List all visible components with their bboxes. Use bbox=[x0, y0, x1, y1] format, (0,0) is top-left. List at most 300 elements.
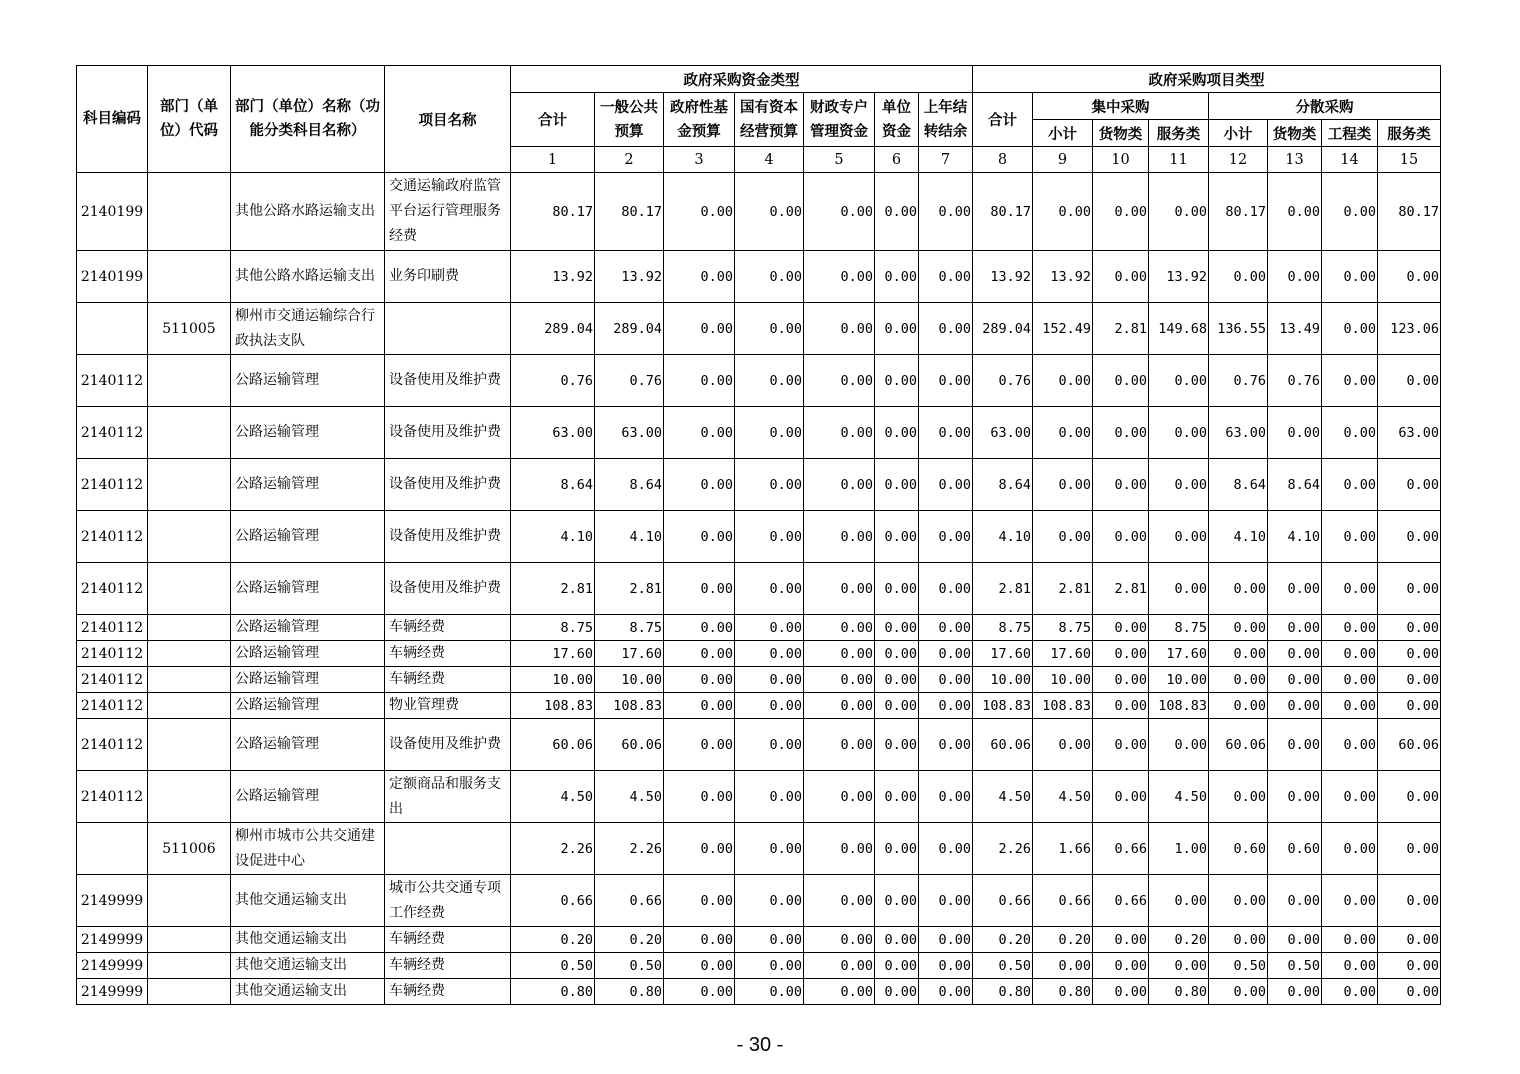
amount-cell: 8.75 bbox=[595, 615, 664, 641]
dept-code-cell bbox=[148, 667, 231, 693]
amount-cell: 123.06 bbox=[1378, 303, 1441, 355]
amount-cell: 0.00 bbox=[1268, 563, 1322, 615]
project-name-cell: 车辆经费 bbox=[385, 979, 511, 1005]
subject-code-cell: 2140112 bbox=[77, 719, 148, 771]
amount-cell: 63.00 bbox=[1378, 407, 1441, 459]
amount-cell: 0.76 bbox=[595, 355, 664, 407]
amount-cell: 0.00 bbox=[919, 953, 973, 979]
amount-cell: 0.00 bbox=[664, 407, 735, 459]
amount-cell: 0.00 bbox=[875, 875, 919, 927]
amount-cell: 0.00 bbox=[664, 615, 735, 641]
amount-cell: 0.00 bbox=[735, 407, 804, 459]
amount-cell: 0.00 bbox=[1322, 303, 1378, 355]
amount-cell: 80.17 bbox=[511, 173, 595, 251]
amount-cell: 0.00 bbox=[664, 563, 735, 615]
amount-cell: 8.64 bbox=[511, 459, 595, 511]
amount-cell: 0.00 bbox=[1268, 719, 1322, 771]
amount-cell: 0.00 bbox=[664, 927, 735, 953]
dept-code-cell bbox=[148, 719, 231, 771]
amount-cell: 0.00 bbox=[664, 511, 735, 563]
amount-cell: 0.00 bbox=[1268, 641, 1322, 667]
amount-cell: 0.00 bbox=[804, 303, 875, 355]
amount-cell: 0.20 bbox=[1033, 927, 1093, 953]
amount-cell: 0.80 bbox=[1149, 979, 1209, 1005]
amount-cell: 0.00 bbox=[735, 615, 804, 641]
amount-cell: 0.00 bbox=[1093, 771, 1149, 823]
amount-cell: 108.83 bbox=[973, 693, 1033, 719]
dept-name-cell: 其他交通运输支出 bbox=[231, 979, 385, 1005]
amount-cell: 0.00 bbox=[735, 875, 804, 927]
amount-cell: 0.00 bbox=[804, 823, 875, 875]
amount-cell: 289.04 bbox=[973, 303, 1033, 355]
subject-code-cell: 2140112 bbox=[77, 615, 148, 641]
amount-cell: 0.00 bbox=[919, 979, 973, 1005]
amount-cell: 0.00 bbox=[664, 875, 735, 927]
amount-cell: 4.10 bbox=[1268, 511, 1322, 563]
amount-cell: 0.00 bbox=[664, 771, 735, 823]
amount-cell: 0.00 bbox=[1378, 979, 1441, 1005]
table-row bbox=[77, 719, 1441, 771]
amount-cell: 0.00 bbox=[1033, 719, 1093, 771]
dept-name-cell: 公路运输管理 bbox=[231, 459, 385, 511]
amount-cell: 4.10 bbox=[973, 511, 1033, 563]
subject-code-cell: 2149999 bbox=[77, 927, 148, 953]
amount-cell: 0.00 bbox=[735, 563, 804, 615]
amount-cell: 63.00 bbox=[511, 407, 595, 459]
table-row bbox=[77, 953, 1441, 979]
header-dept-code: 部门（单位）代码 bbox=[148, 66, 231, 173]
project-name-cell: 车辆经费 bbox=[385, 953, 511, 979]
amount-cell: 0.00 bbox=[1093, 173, 1149, 251]
amount-cell: 0.00 bbox=[1149, 173, 1209, 251]
amount-cell: 0.00 bbox=[735, 693, 804, 719]
amount-cell: 0.00 bbox=[875, 355, 919, 407]
amount-cell: 0.00 bbox=[1149, 459, 1209, 511]
amount-cell: 0.00 bbox=[1149, 355, 1209, 407]
amount-cell: 63.00 bbox=[1209, 407, 1268, 459]
dept-name-cell: 公路运输管理 bbox=[231, 615, 385, 641]
header-dispersed-procurement: 分散采购 bbox=[1209, 93, 1441, 120]
amount-cell: 10.00 bbox=[973, 667, 1033, 693]
amount-cell: 4.50 bbox=[1149, 771, 1209, 823]
amount-cell: 0.00 bbox=[919, 459, 973, 511]
column-number: 5 bbox=[804, 147, 875, 173]
amount-cell: 4.10 bbox=[1209, 511, 1268, 563]
dept-code-cell bbox=[148, 953, 231, 979]
header-central-services: 服务类 bbox=[1149, 120, 1209, 147]
amount-cell: 0.00 bbox=[875, 927, 919, 953]
table-row bbox=[77, 615, 1441, 641]
project-name-cell: 业务印刷费 bbox=[385, 251, 511, 303]
amount-cell: 0.00 bbox=[735, 953, 804, 979]
amount-cell: 0.00 bbox=[919, 667, 973, 693]
amount-cell: 0.00 bbox=[1378, 641, 1441, 667]
subject-code-cell: 2140112 bbox=[77, 667, 148, 693]
amount-cell: 0.00 bbox=[1378, 251, 1441, 303]
amount-cell: 2.26 bbox=[511, 823, 595, 875]
amount-cell: 0.00 bbox=[919, 407, 973, 459]
amount-cell: 0.00 bbox=[1268, 251, 1322, 303]
amount-cell: 0.50 bbox=[1209, 953, 1268, 979]
amount-cell: 0.00 bbox=[1322, 615, 1378, 641]
dept-code-cell bbox=[148, 693, 231, 719]
amount-cell: 0.00 bbox=[1149, 563, 1209, 615]
amount-cell: 0.00 bbox=[1209, 667, 1268, 693]
amount-cell: 0.00 bbox=[1268, 615, 1322, 641]
amount-cell: 0.00 bbox=[1322, 251, 1378, 303]
column-number: 4 bbox=[735, 147, 804, 173]
dept-name-cell: 公路运输管理 bbox=[231, 771, 385, 823]
amount-cell: 0.00 bbox=[875, 979, 919, 1005]
subject-code-cell: 2149999 bbox=[77, 979, 148, 1005]
amount-cell: 108.83 bbox=[511, 693, 595, 719]
amount-cell: 0.00 bbox=[1268, 667, 1322, 693]
amount-cell: 0.00 bbox=[1093, 355, 1149, 407]
project-name-cell bbox=[385, 303, 511, 355]
amount-cell: 0.00 bbox=[804, 979, 875, 1005]
subject-code-cell: 2140112 bbox=[77, 459, 148, 511]
project-name-cell: 车辆经费 bbox=[385, 615, 511, 641]
amount-cell: 80.17 bbox=[1378, 173, 1441, 251]
amount-cell: 0.00 bbox=[664, 459, 735, 511]
header-gov-fund-budget: 政府性基金预算 bbox=[664, 93, 735, 147]
amount-cell: 0.00 bbox=[1378, 693, 1441, 719]
table-row bbox=[77, 407, 1441, 459]
amount-cell: 0.50 bbox=[511, 953, 595, 979]
amount-cell: 0.00 bbox=[804, 407, 875, 459]
column-number: 3 bbox=[664, 147, 735, 173]
dept-name-cell: 公路运输管理 bbox=[231, 693, 385, 719]
amount-cell: 0.80 bbox=[1033, 979, 1093, 1005]
amount-cell: 152.49 bbox=[1033, 303, 1093, 355]
dept-name-cell: 其他交通运输支出 bbox=[231, 927, 385, 953]
dept-code-cell bbox=[148, 979, 231, 1005]
amount-cell: 0.20 bbox=[511, 927, 595, 953]
amount-cell: 0.50 bbox=[973, 953, 1033, 979]
amount-cell: 13.92 bbox=[595, 251, 664, 303]
amount-cell: 0.00 bbox=[1093, 615, 1149, 641]
amount-cell: 0.00 bbox=[804, 511, 875, 563]
amount-cell: 0.00 bbox=[804, 771, 875, 823]
dept-code-cell bbox=[148, 927, 231, 953]
amount-cell: 13.49 bbox=[1268, 303, 1322, 355]
amount-cell: 0.00 bbox=[804, 563, 875, 615]
header-central-subtotal: 小计 bbox=[1033, 120, 1093, 147]
amount-cell: 0.00 bbox=[1378, 927, 1441, 953]
amount-cell: 0.00 bbox=[664, 693, 735, 719]
subject-code-cell: 2149999 bbox=[77, 875, 148, 927]
project-name-cell: 设备使用及维护费 bbox=[385, 355, 511, 407]
amount-cell: 0.00 bbox=[919, 173, 973, 251]
table-row bbox=[77, 771, 1441, 823]
project-name-cell: 设备使用及维护费 bbox=[385, 511, 511, 563]
amount-cell: 0.00 bbox=[919, 511, 973, 563]
amount-cell: 0.00 bbox=[804, 667, 875, 693]
amount-cell: 60.06 bbox=[1209, 719, 1268, 771]
subject-code-cell: 2140199 bbox=[77, 173, 148, 251]
table-row bbox=[77, 667, 1441, 693]
amount-cell: 0.00 bbox=[1209, 875, 1268, 927]
amount-cell: 0.00 bbox=[735, 823, 804, 875]
amount-cell: 0.00 bbox=[664, 667, 735, 693]
amount-cell: 0.00 bbox=[919, 693, 973, 719]
amount-cell: 0.00 bbox=[1322, 173, 1378, 251]
amount-cell: 0.00 bbox=[919, 355, 973, 407]
project-name-cell: 设备使用及维护费 bbox=[385, 459, 511, 511]
amount-cell: 0.00 bbox=[735, 979, 804, 1005]
column-number: 1 bbox=[511, 147, 595, 173]
amount-cell: 0.00 bbox=[875, 719, 919, 771]
amount-cell: 0.00 bbox=[875, 771, 919, 823]
amount-cell: 80.17 bbox=[1209, 173, 1268, 251]
amount-cell: 0.00 bbox=[804, 251, 875, 303]
dept-code-cell bbox=[148, 615, 231, 641]
amount-cell: 0.00 bbox=[1322, 823, 1378, 875]
amount-cell: 0.00 bbox=[735, 719, 804, 771]
dept-name-cell: 公路运输管理 bbox=[231, 407, 385, 459]
amount-cell: 0.76 bbox=[1268, 355, 1322, 407]
amount-cell: 0.00 bbox=[1093, 641, 1149, 667]
amount-cell: 0.76 bbox=[1209, 355, 1268, 407]
amount-cell: 2.81 bbox=[511, 563, 595, 615]
amount-cell: 80.17 bbox=[595, 173, 664, 251]
amount-cell: 13.92 bbox=[973, 251, 1033, 303]
amount-cell: 0.00 bbox=[875, 667, 919, 693]
dept-code-cell bbox=[148, 511, 231, 563]
amount-cell: 0.00 bbox=[1378, 511, 1441, 563]
amount-cell: 0.76 bbox=[511, 355, 595, 407]
amount-cell: 0.66 bbox=[1093, 875, 1149, 927]
project-name-cell: 车辆经费 bbox=[385, 927, 511, 953]
amount-cell: 0.00 bbox=[919, 251, 973, 303]
header-central-procurement: 集中采购 bbox=[1033, 93, 1209, 120]
amount-cell: 0.00 bbox=[1033, 459, 1093, 511]
header-project-name: 项目名称 bbox=[385, 66, 511, 173]
amount-cell: 0.76 bbox=[973, 355, 1033, 407]
amount-cell: 0.00 bbox=[1378, 823, 1441, 875]
amount-cell: 8.64 bbox=[1209, 459, 1268, 511]
amount-cell: 0.00 bbox=[875, 459, 919, 511]
amount-cell: 0.00 bbox=[875, 303, 919, 355]
amount-cell: 0.00 bbox=[1322, 407, 1378, 459]
amount-cell: 0.00 bbox=[735, 251, 804, 303]
amount-cell: 0.00 bbox=[1322, 771, 1378, 823]
amount-cell: 8.64 bbox=[595, 459, 664, 511]
amount-cell: 0.66 bbox=[1093, 823, 1149, 875]
amount-cell: 0.00 bbox=[664, 355, 735, 407]
amount-cell: 0.00 bbox=[804, 927, 875, 953]
table-row bbox=[77, 641, 1441, 667]
amount-cell: 0.00 bbox=[735, 173, 804, 251]
project-name-cell bbox=[385, 823, 511, 875]
header-fund-type-group: 政府采购资金类型 bbox=[511, 66, 973, 93]
amount-cell: 0.66 bbox=[1033, 875, 1093, 927]
amount-cell: 4.50 bbox=[511, 771, 595, 823]
amount-cell: 4.50 bbox=[595, 771, 664, 823]
amount-cell: 8.75 bbox=[1149, 615, 1209, 641]
amount-cell: 0.00 bbox=[804, 355, 875, 407]
amount-cell: 10.00 bbox=[511, 667, 595, 693]
table-row bbox=[77, 511, 1441, 563]
amount-cell: 0.00 bbox=[875, 823, 919, 875]
amount-cell: 0.00 bbox=[1033, 953, 1093, 979]
table-row bbox=[77, 355, 1441, 407]
header-central-goods: 货物类 bbox=[1093, 120, 1149, 147]
amount-cell: 0.00 bbox=[1033, 407, 1093, 459]
amount-cell: 80.17 bbox=[973, 173, 1033, 251]
amount-cell: 0.00 bbox=[664, 979, 735, 1005]
table-row bbox=[77, 927, 1441, 953]
amount-cell: 0.00 bbox=[919, 563, 973, 615]
amount-cell: 0.00 bbox=[1378, 615, 1441, 641]
subject-code-cell bbox=[77, 823, 148, 875]
amount-cell: 4.10 bbox=[511, 511, 595, 563]
amount-cell: 0.00 bbox=[1209, 251, 1268, 303]
dept-code-cell bbox=[148, 771, 231, 823]
amount-cell: 2.81 bbox=[595, 563, 664, 615]
amount-cell: 0.00 bbox=[919, 823, 973, 875]
amount-cell: 0.00 bbox=[1093, 693, 1149, 719]
amount-cell: 0.00 bbox=[1033, 355, 1093, 407]
amount-cell: 0.60 bbox=[1268, 823, 1322, 875]
amount-cell: 0.00 bbox=[1378, 667, 1441, 693]
table-body bbox=[77, 173, 1441, 1005]
amount-cell: 0.00 bbox=[1093, 927, 1149, 953]
amount-cell: 0.00 bbox=[735, 303, 804, 355]
subject-code-cell: 2140112 bbox=[77, 355, 148, 407]
amount-cell: 0.00 bbox=[804, 615, 875, 641]
amount-cell: 0.00 bbox=[1322, 667, 1378, 693]
amount-cell: 2.81 bbox=[973, 563, 1033, 615]
amount-cell: 0.00 bbox=[1209, 927, 1268, 953]
column-number: 13 bbox=[1268, 147, 1322, 173]
amount-cell: 17.60 bbox=[1033, 641, 1093, 667]
header-general-budget: 一般公共预算 bbox=[595, 93, 664, 147]
amount-cell: 0.00 bbox=[1149, 407, 1209, 459]
amount-cell: 0.00 bbox=[804, 719, 875, 771]
amount-cell: 0.00 bbox=[1209, 693, 1268, 719]
dept-code-cell: 511005 bbox=[148, 303, 231, 355]
header-item-total: 合计 bbox=[973, 93, 1033, 147]
amount-cell: 0.00 bbox=[875, 693, 919, 719]
amount-cell: 0.50 bbox=[595, 953, 664, 979]
header-dispersed-subtotal: 小计 bbox=[1209, 120, 1268, 147]
amount-cell: 8.75 bbox=[1033, 615, 1093, 641]
amount-cell: 1.00 bbox=[1149, 823, 1209, 875]
subject-code-cell: 2140112 bbox=[77, 407, 148, 459]
amount-cell: 108.83 bbox=[1149, 693, 1209, 719]
amount-cell: 0.00 bbox=[735, 771, 804, 823]
amount-cell: 0.00 bbox=[735, 459, 804, 511]
project-name-cell: 城市公共交通专项工作经费 bbox=[385, 875, 511, 927]
amount-cell: 0.00 bbox=[1378, 563, 1441, 615]
amount-cell: 289.04 bbox=[595, 303, 664, 355]
amount-cell: 0.00 bbox=[875, 563, 919, 615]
amount-cell: 10.00 bbox=[595, 667, 664, 693]
amount-cell: 0.00 bbox=[735, 511, 804, 563]
amount-cell: 0.00 bbox=[875, 511, 919, 563]
amount-cell: 0.00 bbox=[804, 641, 875, 667]
column-number: 10 bbox=[1093, 147, 1149, 173]
project-name-cell: 设备使用及维护费 bbox=[385, 719, 511, 771]
amount-cell: 0.00 bbox=[1268, 407, 1322, 459]
dept-name-cell: 公路运输管理 bbox=[231, 563, 385, 615]
header-special-account-funds: 财政专户管理资金 bbox=[804, 93, 875, 147]
dept-name-cell: 柳州市城市公共交通建设促进中心 bbox=[231, 823, 385, 875]
subject-code-cell: 2140112 bbox=[77, 563, 148, 615]
dept-name-cell: 其他公路水路运输支出 bbox=[231, 251, 385, 303]
amount-cell: 0.00 bbox=[1268, 927, 1322, 953]
dept-code-cell bbox=[148, 173, 231, 251]
amount-cell: 0.00 bbox=[919, 615, 973, 641]
amount-cell: 60.06 bbox=[1378, 719, 1441, 771]
amount-cell: 0.00 bbox=[664, 251, 735, 303]
amount-cell: 108.83 bbox=[595, 693, 664, 719]
dept-code-cell bbox=[148, 407, 231, 459]
subject-code-cell: 2140112 bbox=[77, 771, 148, 823]
amount-cell: 13.92 bbox=[1033, 251, 1093, 303]
amount-cell: 0.00 bbox=[1209, 771, 1268, 823]
table-row bbox=[77, 173, 1441, 251]
project-name-cell: 物业管理费 bbox=[385, 693, 511, 719]
amount-cell: 108.83 bbox=[1033, 693, 1093, 719]
amount-cell: 8.75 bbox=[511, 615, 595, 641]
amount-cell: 0.00 bbox=[1209, 979, 1268, 1005]
amount-cell: 10.00 bbox=[1033, 667, 1093, 693]
table-row bbox=[77, 979, 1441, 1005]
amount-cell: 0.00 bbox=[664, 173, 735, 251]
table-header bbox=[77, 66, 1441, 173]
amount-cell: 0.00 bbox=[1322, 927, 1378, 953]
amount-cell: 0.00 bbox=[1322, 511, 1378, 563]
amount-cell: 0.00 bbox=[1322, 979, 1378, 1005]
amount-cell: 0.00 bbox=[1322, 719, 1378, 771]
amount-cell: 60.06 bbox=[973, 719, 1033, 771]
amount-cell: 0.00 bbox=[919, 303, 973, 355]
header-fund-total: 合计 bbox=[511, 93, 595, 147]
amount-cell: 0.00 bbox=[735, 927, 804, 953]
amount-cell: 0.80 bbox=[511, 979, 595, 1005]
amount-cell: 0.80 bbox=[595, 979, 664, 1005]
amount-cell: 13.92 bbox=[1149, 251, 1209, 303]
amount-cell: 0.00 bbox=[1378, 875, 1441, 927]
amount-cell: 17.60 bbox=[1149, 641, 1209, 667]
amount-cell: 0.00 bbox=[875, 641, 919, 667]
amount-cell: 0.00 bbox=[919, 927, 973, 953]
procurement-budget-table bbox=[76, 65, 1441, 1005]
table-row bbox=[77, 875, 1441, 927]
amount-cell: 0.00 bbox=[1149, 511, 1209, 563]
amount-cell: 0.00 bbox=[1322, 563, 1378, 615]
amount-cell: 60.06 bbox=[511, 719, 595, 771]
dept-name-cell: 其他交通运输支出 bbox=[231, 875, 385, 927]
amount-cell: 0.00 bbox=[1093, 511, 1149, 563]
amount-cell: 17.60 bbox=[511, 641, 595, 667]
amount-cell: 0.00 bbox=[1093, 979, 1149, 1005]
header-subject-code: 科目编码 bbox=[77, 66, 148, 173]
project-name-cell: 车辆经费 bbox=[385, 641, 511, 667]
amount-cell: 0.00 bbox=[919, 641, 973, 667]
table-row bbox=[77, 251, 1441, 303]
amount-cell: 2.81 bbox=[1093, 303, 1149, 355]
header-dispersed-goods: 货物类 bbox=[1268, 120, 1322, 147]
amount-cell: 0.00 bbox=[919, 771, 973, 823]
amount-cell: 0.00 bbox=[804, 459, 875, 511]
amount-cell: 0.00 bbox=[1378, 355, 1441, 407]
amount-cell: 8.75 bbox=[973, 615, 1033, 641]
amount-cell: 0.00 bbox=[1149, 875, 1209, 927]
amount-cell: 0.00 bbox=[875, 615, 919, 641]
